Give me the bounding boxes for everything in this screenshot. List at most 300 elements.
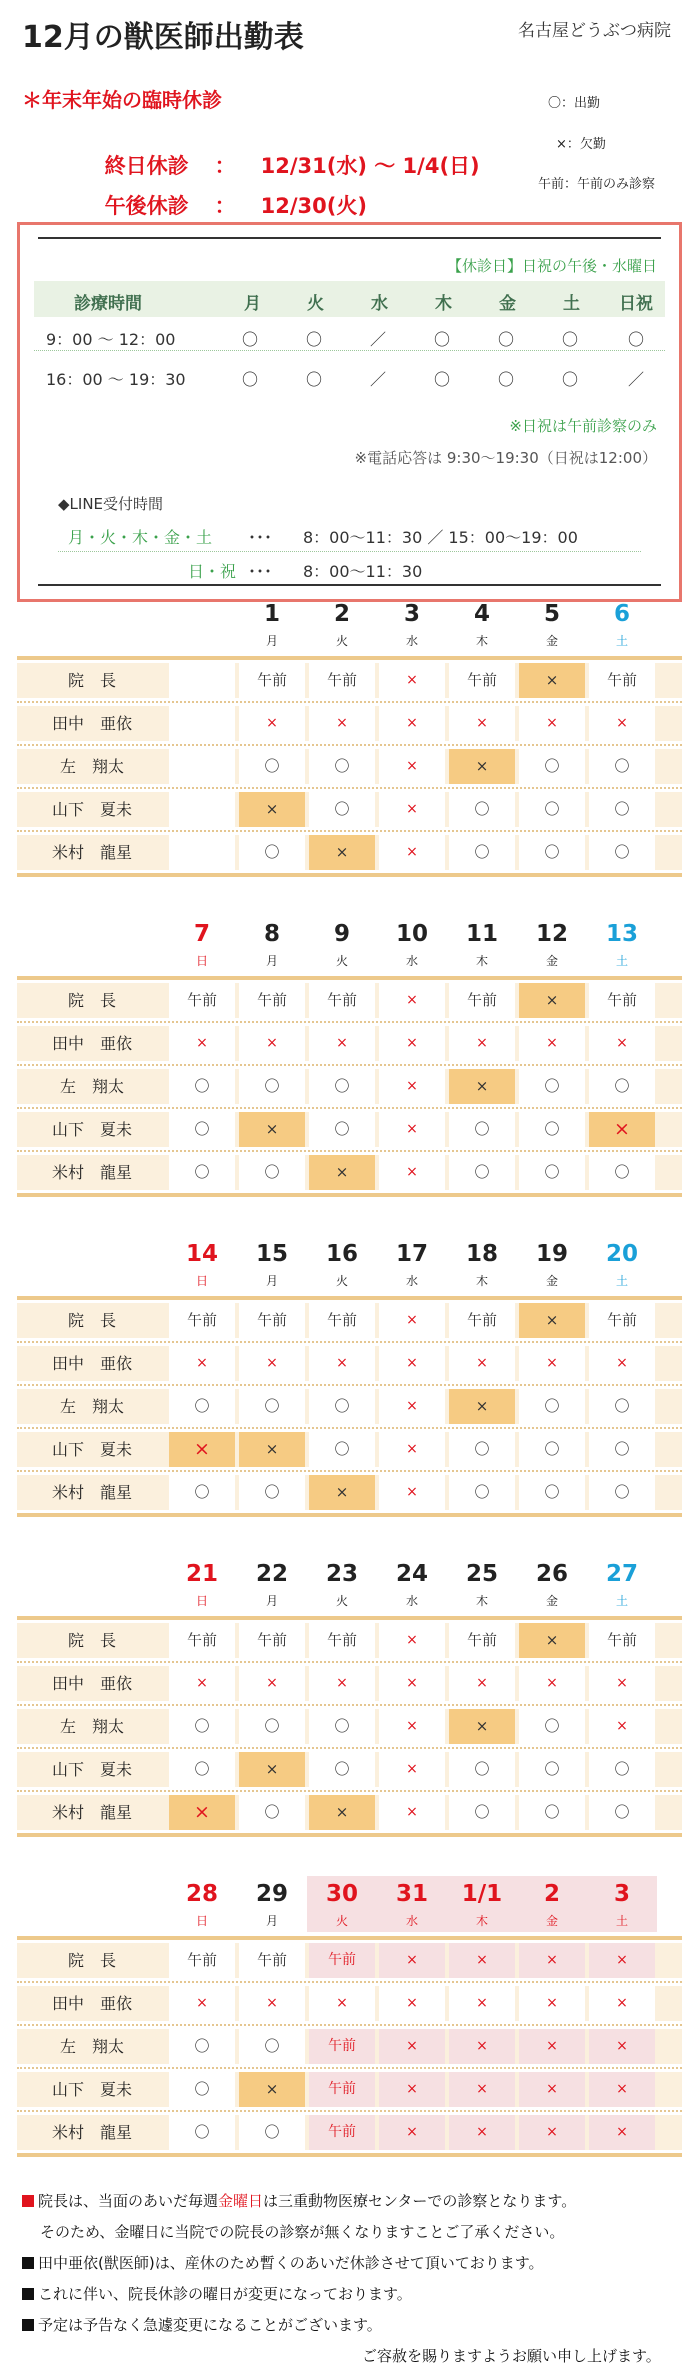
schedule-cell: 〇 [309, 792, 375, 827]
row-divider [17, 1747, 682, 1749]
day-of-week: 金 [545, 1914, 558, 1928]
row-divider [17, 1107, 682, 1109]
schedule-cell: 午前 [309, 2029, 375, 2064]
schedule-cell: × [519, 1986, 585, 2021]
schedule-cell: × [379, 1623, 445, 1658]
schedule-cell: 〇 [589, 1069, 655, 1104]
hours-header-day: 木 [435, 294, 452, 314]
schedule-cell: × [379, 663, 445, 698]
row-divider [17, 1150, 682, 1152]
staff-name: 院 長 [67, 991, 116, 1010]
day-header [237, 1880, 307, 1930]
schedule-cell: × [379, 1155, 445, 1190]
schedule-cell: × [309, 1986, 375, 2021]
schedule-cell: × [589, 706, 655, 741]
staff-row [17, 1155, 682, 1190]
day-number: 22 [255, 1561, 288, 1587]
day-number: 24 [395, 1561, 428, 1587]
day-of-week: 月 [265, 1594, 278, 1608]
hours-header-day: 火 [307, 294, 324, 314]
schedule-cell: 〇 [449, 792, 515, 827]
day-of-week: 木 [475, 634, 488, 648]
schedule-cell: 〇 [239, 1389, 305, 1424]
schedule-cell: × [589, 1346, 655, 1381]
schedule-cell: × [309, 1475, 375, 1510]
row-divider [17, 1021, 682, 1023]
schedule-cell: × [449, 1389, 515, 1424]
day-header [377, 1880, 447, 1930]
schedule-cell: × [589, 1943, 655, 1978]
schedule-cell: × [309, 1346, 375, 1381]
day-header [447, 1560, 517, 1610]
staff-name: 山下 夏未 [51, 1440, 132, 1459]
staff-name: 左 翔太 [59, 1397, 124, 1416]
staff-row [17, 706, 682, 741]
line-divider [58, 551, 641, 552]
row-divider [17, 744, 682, 746]
day-header [517, 1240, 587, 1290]
row-top-bar [17, 656, 682, 660]
schedule-cell: 〇 [169, 1475, 235, 1510]
hours-mark: ／ [370, 370, 387, 389]
line-time: 8：00〜11：30 [303, 562, 423, 581]
footnote-text: これに伴い、院長休診の曜日が変更になっております。 [38, 2285, 412, 2303]
staff-row [17, 1389, 682, 1424]
schedule-cell: 午前 [169, 1623, 235, 1658]
day-of-week: 火 [335, 954, 348, 968]
schedule-cell: 〇 [239, 1155, 305, 1190]
row-divider [17, 1064, 682, 1066]
schedule-cell: × [379, 1112, 445, 1147]
day-of-week: 金 [545, 954, 558, 968]
hours-header-label: 診療時間 [74, 294, 142, 314]
schedule-cell: 午前 [309, 1943, 375, 1978]
row-divider [17, 2024, 682, 2026]
day-header [447, 600, 517, 650]
schedule-week [17, 1240, 682, 1540]
row-divider [17, 1790, 682, 1792]
staff-row [17, 1303, 682, 1338]
day-header [447, 1240, 517, 1290]
hours-time: 16：00 〜 19：30 [46, 370, 186, 389]
schedule-cell: 〇 [239, 1475, 305, 1510]
row-divider [17, 830, 682, 832]
day-number: 10 [395, 921, 428, 947]
row-top-bar [17, 1936, 682, 1940]
hours-mark: 〇 [498, 370, 515, 389]
staff-name: 米村 龍星 [51, 843, 132, 862]
schedule-cell: 午前 [309, 1303, 375, 1338]
day-header [377, 1560, 447, 1610]
schedule-cell: × [449, 2072, 515, 2107]
day-number: 6 [613, 601, 630, 627]
hours-mark: 〇 [562, 330, 579, 349]
schedule-cell: 〇 [519, 1155, 585, 1190]
day-of-week: 月 [265, 1914, 278, 1928]
schedule-cell: × [379, 1752, 445, 1787]
schedule-cell: × [379, 2072, 445, 2107]
day-of-week: 金 [545, 634, 558, 648]
schedule-cell: × [379, 1986, 445, 2021]
row-divider [17, 2067, 682, 2069]
day-header [307, 1880, 377, 1930]
staff-row [17, 1432, 682, 1467]
day-header [517, 920, 587, 970]
schedule-cell: 午前 [169, 983, 235, 1018]
day-header [377, 600, 447, 650]
schedule-cell: × [449, 1666, 515, 1701]
legend-absent: ×：欠勤 [556, 137, 606, 152]
schedule-cell: 〇 [169, 1389, 235, 1424]
legend-morning-only: 午前：午前のみ診察 [538, 177, 656, 192]
schedule-cell: 〇 [589, 1752, 655, 1787]
schedule-cell: × [449, 706, 515, 741]
schedule-week [17, 920, 682, 1220]
schedule-week [17, 1560, 682, 1860]
day-header [167, 600, 237, 604]
notice-separator: ： [214, 194, 236, 218]
day-number: 3 [403, 601, 420, 627]
staff-name: 院 長 [67, 1311, 116, 1330]
schedule-cell: × [379, 2115, 445, 2150]
schedule-cell: × [519, 706, 585, 741]
schedule-cell: 〇 [449, 1112, 515, 1147]
day-number: 16 [325, 1241, 358, 1267]
schedule-cell: 午前 [239, 663, 305, 698]
schedule-cell: × [379, 983, 445, 1018]
staff-row [17, 1709, 682, 1744]
day-of-week: 月 [265, 1274, 278, 1288]
schedule-cell: 〇 [449, 835, 515, 870]
day-of-week: 木 [475, 1594, 488, 1608]
hours-mark: 〇 [306, 370, 323, 389]
hours-mark: ／ [628, 370, 645, 389]
schedule-cell: × [309, 1666, 375, 1701]
schedule-cell: × [519, 1026, 585, 1061]
hours-mark: 〇 [562, 370, 579, 389]
schedule-cell: × [519, 1943, 585, 1978]
day-of-week: 日 [195, 1594, 208, 1608]
schedule-cell: × [239, 1666, 305, 1701]
line-time: 8：00〜11：30 ／ 15：00〜19：00 [303, 528, 578, 547]
schedule-cell: 〇 [449, 1752, 515, 1787]
schedule-cell: 〇 [519, 1112, 585, 1147]
day-number: 20 [605, 1241, 638, 1267]
schedule-cell: 〇 [589, 1795, 655, 1830]
schedule-cell: 午前 [589, 983, 655, 1018]
day-of-week: 土 [615, 1594, 628, 1608]
footnote-text: 予定は予告なく急遽変更になることがございます。 [38, 2316, 382, 2334]
staff-name: 田中 亜依 [51, 1034, 132, 1053]
row-top-bar [17, 1296, 682, 1300]
schedule-cell: × [589, 1112, 655, 1147]
day-number: 29 [255, 1881, 288, 1907]
schedule-cell: 〇 [519, 1069, 585, 1104]
staff-row [17, 1475, 682, 1510]
day-of-week: 土 [615, 1914, 628, 1928]
schedule-week [17, 1880, 682, 2180]
row-divider [17, 701, 682, 703]
row-divider [17, 1427, 682, 1429]
row-divider [17, 787, 682, 789]
schedule-cell: × [519, 1303, 585, 1338]
hours-header-day: 水 [371, 294, 388, 314]
schedule-cell: 〇 [309, 1389, 375, 1424]
schedule-cell: × [589, 1666, 655, 1701]
schedule-cell: 午前 [449, 1623, 515, 1658]
schedule-cell: 〇 [309, 1752, 375, 1787]
notice-value: 12/31(水) 〜 1/4(日) [260, 154, 480, 178]
schedule-cell: × [589, 2115, 655, 2150]
day-number: 11 [465, 921, 498, 947]
day-number: 2 [333, 601, 350, 627]
day-header [167, 1240, 237, 1290]
day-number: 1 [263, 601, 280, 627]
schedule-cell: × [379, 706, 445, 741]
schedule-cell: × [169, 1432, 235, 1467]
schedule-cell: × [519, 663, 585, 698]
day-of-week: 月 [265, 634, 278, 648]
row-bottom-bar [17, 1193, 682, 1197]
holiday-notice-heading: ＊年末年始の臨時休診 [22, 88, 222, 112]
day-header [517, 1560, 587, 1610]
staff-name: 田中 亜依 [51, 1354, 132, 1373]
schedule-cell: 〇 [309, 1069, 375, 1104]
day-number: 5 [543, 601, 560, 627]
hours-mark: ／ [370, 330, 387, 349]
day-number: 1/1 [461, 1881, 503, 1907]
row-divider [17, 1470, 682, 1472]
staff-name: 米村 龍星 [51, 2123, 132, 2142]
staff-name: 米村 龍星 [51, 1483, 132, 1502]
schedule-cell: 〇 [239, 835, 305, 870]
day-of-week: 水 [405, 1274, 418, 1288]
notice-afternoon-closure [90, 166, 367, 220]
schedule-cell: × [169, 1666, 235, 1701]
schedule-cell: × [239, 792, 305, 827]
day-header [237, 600, 307, 650]
schedule-cell: 〇 [169, 2072, 235, 2107]
clinic-hours-box [17, 222, 682, 602]
staff-name: 左 翔太 [59, 1717, 124, 1736]
line-hours-weekday [68, 525, 578, 548]
schedule-cell: 〇 [589, 749, 655, 784]
schedule-cell: × [449, 2029, 515, 2064]
day-header [237, 1240, 307, 1290]
staff-name: 院 長 [67, 671, 116, 690]
day-of-week: 土 [615, 1274, 628, 1288]
footnote-text: 院長は、当面のあいだ毎週 [38, 2192, 219, 2210]
top-rule [38, 237, 661, 239]
schedule-cell: × [589, 1986, 655, 2021]
footnote [22, 2283, 661, 2304]
schedule-cell: 〇 [449, 1155, 515, 1190]
red-square-icon [22, 2195, 34, 2207]
schedule-cell: 〇 [519, 1795, 585, 1830]
day-header [447, 920, 517, 970]
schedule-cell: 〇 [239, 1069, 305, 1104]
row-top-bar [17, 976, 682, 980]
schedule-cell: 午前 [589, 663, 655, 698]
row-divider [17, 1981, 682, 1983]
legend-present: 〇：出勤 [548, 96, 601, 111]
day-number: 19 [535, 1241, 568, 1267]
row-top-bar [17, 1616, 682, 1620]
staff-name: 左 翔太 [59, 757, 124, 776]
phone-hours-note: ※電話応答は 9:30〜19:30（日祝は12:00） [354, 449, 657, 467]
schedule-cell: 〇 [589, 1389, 655, 1424]
day-number: 21 [185, 1561, 218, 1587]
day-header [587, 920, 657, 970]
schedule-cell: × [449, 1346, 515, 1381]
row-bottom-bar [17, 2153, 682, 2157]
day-number: 12 [535, 921, 568, 947]
schedule-cell: × [379, 1475, 445, 1510]
schedule-cell: 午前 [239, 983, 305, 1018]
closed-days-note: 【休診日】日祝の午後・水曜日 [446, 257, 657, 275]
schedule-cell: 午前 [589, 1303, 655, 1338]
schedule-cell: 〇 [519, 1709, 585, 1744]
day-header [587, 1240, 657, 1290]
schedule-cell: 〇 [309, 749, 375, 784]
staff-name: 米村 龍星 [51, 1803, 132, 1822]
schedule-cell: × [449, 1069, 515, 1104]
day-header [167, 1560, 237, 1610]
staff-row [17, 1943, 682, 1978]
day-number: 2 [543, 1881, 560, 1907]
hours-header-day: 月 [244, 294, 261, 314]
hours-header-day: 日祝 [619, 294, 653, 314]
schedule-cell: 〇 [169, 2115, 235, 2150]
staff-name: 左 翔太 [59, 2037, 124, 2056]
schedule-cell: 〇 [449, 1432, 515, 1467]
day-of-week: 日 [195, 954, 208, 968]
schedule-cell: 午前 [309, 663, 375, 698]
closing-remark [22, 2345, 661, 2366]
schedule-cell: × [379, 1346, 445, 1381]
staff-name: 田中 亜依 [51, 1994, 132, 2013]
schedule-cell: 〇 [239, 2115, 305, 2150]
day-number: 9 [333, 921, 350, 947]
schedule-cell: × [519, 2029, 585, 2064]
day-of-week: 金 [545, 1594, 558, 1608]
schedule-cell: 〇 [169, 1112, 235, 1147]
day-number: 31 [395, 1881, 428, 1907]
schedule-cell: × [379, 1666, 445, 1701]
schedule-cell: 〇 [239, 1795, 305, 1830]
schedule-cell: × [239, 1752, 305, 1787]
schedule-cell: × [379, 1389, 445, 1424]
schedule-cell: 午前 [449, 1303, 515, 1338]
day-of-week: 火 [335, 1914, 348, 1928]
schedule-cell: 〇 [519, 1432, 585, 1467]
hours-mark: 〇 [242, 370, 259, 389]
hospital-name: 名古屋どうぶつ病院 [518, 21, 671, 41]
day-header [307, 920, 377, 970]
schedule-cell: × [239, 1112, 305, 1147]
schedule-cell: 〇 [309, 1709, 375, 1744]
line-dots: ･･･ [248, 528, 273, 547]
schedule-cell: × [169, 1026, 235, 1061]
schedule-cell: 〇 [519, 1475, 585, 1510]
day-number: 14 [185, 1241, 218, 1267]
black-square-icon [22, 2319, 34, 2331]
schedule-cell: × [589, 2072, 655, 2107]
schedule-cell: × [309, 706, 375, 741]
schedule-cell: 午前 [169, 1943, 235, 1978]
schedule-cell: × [379, 1709, 445, 1744]
hours-header-day: 土 [563, 294, 580, 314]
day-header [307, 1560, 377, 1610]
schedule-cell: 〇 [169, 2029, 235, 2064]
day-number: 3 [613, 1881, 630, 1907]
schedule-cell: 午前 [589, 1623, 655, 1658]
schedule-cell [169, 706, 235, 741]
staff-name: 田中 亜依 [51, 1674, 132, 1693]
schedule-cell: 〇 [449, 1475, 515, 1510]
day-header [517, 1880, 587, 1930]
staff-name: 田中 亜依 [51, 714, 132, 733]
footnote-text: 田中亜依(獣医師)は、産休のため暫くのあいだ休診させて頂いております。 [38, 2254, 544, 2272]
staff-name: 山下 夏未 [51, 800, 132, 819]
day-header [587, 1880, 657, 1930]
row-divider [17, 1704, 682, 1706]
day-of-week: 火 [335, 1594, 348, 1608]
day-header [517, 600, 587, 650]
staff-name: 山下 夏未 [51, 1120, 132, 1139]
line-hours-holiday [188, 559, 423, 582]
staff-row [17, 792, 682, 827]
day-header [377, 920, 447, 970]
day-header [587, 600, 657, 650]
footnotes [22, 2190, 661, 2372]
notice-separator: ： [214, 154, 236, 178]
line-days: 日・祝 [188, 562, 237, 581]
schedule-cell: 午前 [309, 983, 375, 1018]
schedule-cell: × [589, 1026, 655, 1061]
footnote [22, 2190, 661, 2211]
schedule-cell: 午前 [449, 663, 515, 698]
schedule-cell: 〇 [239, 749, 305, 784]
footnote-text: そのため、金曜日に当院での院長の診察が無くなりますことご了承ください。 [40, 2223, 565, 2241]
schedule-cell: × [379, 2029, 445, 2064]
schedule-cell: 午前 [449, 983, 515, 1018]
schedule-cell: × [449, 1026, 515, 1061]
footnote-text: は三重動物医療センターでの診察となります。 [263, 2192, 577, 2210]
day-number: 17 [395, 1241, 428, 1267]
day-number: 23 [325, 1561, 358, 1587]
staff-name: 院 長 [67, 1631, 116, 1650]
schedule-cell: × [589, 1709, 655, 1744]
schedule-cell: 午前 [239, 1303, 305, 1338]
notice-value: 12/30(火) [260, 194, 367, 218]
schedule-cell: 〇 [169, 1155, 235, 1190]
staff-name: 米村 龍星 [51, 1163, 132, 1182]
day-of-week: 金 [545, 1274, 558, 1288]
schedule-cell: × [309, 1155, 375, 1190]
staff-row [17, 1112, 682, 1147]
day-of-week: 日 [195, 1914, 208, 1928]
day-header [167, 920, 237, 970]
black-square-icon [22, 2288, 34, 2300]
schedule-cell: 午前 [309, 2072, 375, 2107]
schedule-cell: × [169, 1986, 235, 2021]
hours-header-day: 金 [499, 294, 516, 314]
black-square-icon [22, 2257, 34, 2269]
schedule-cell: 〇 [519, 1389, 585, 1424]
schedule-cell: × [519, 2115, 585, 2150]
schedule-cell: 〇 [169, 1752, 235, 1787]
